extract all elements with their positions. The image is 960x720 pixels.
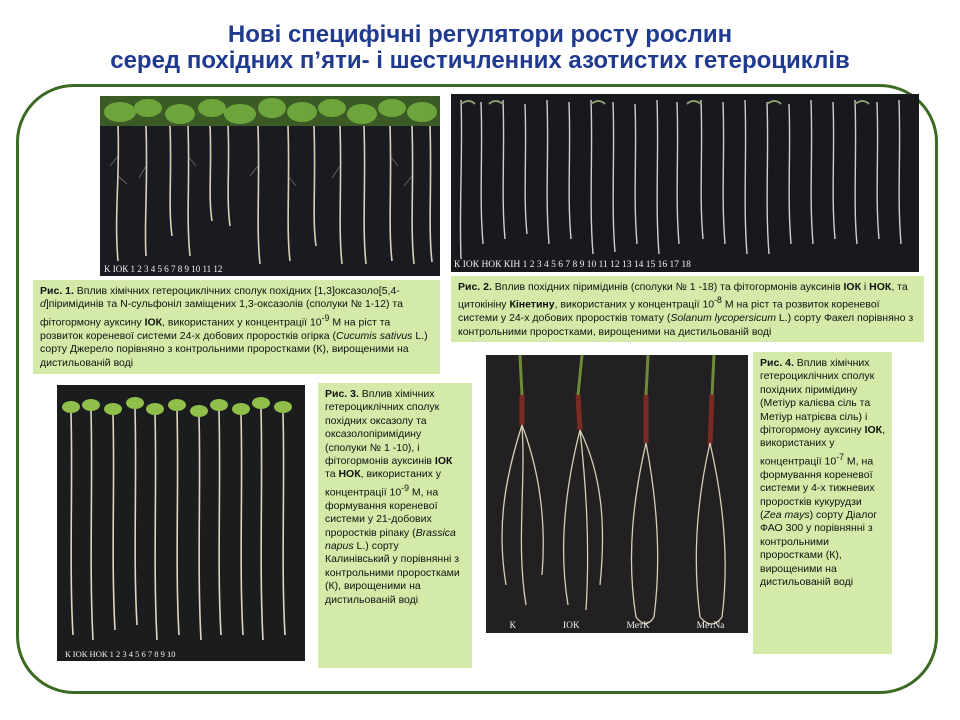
caption-2-bold: ІОК [843,281,861,293]
photo-4-label-iok: ІОК [563,621,580,631]
caption-2-bold: Кінетину [509,298,555,311]
photo-4-label-k: К [509,621,516,631]
photo-3-seedlings-drawing [57,385,305,661]
caption-2-exponent: -8 [714,295,722,306]
caption-3-text: Вплив хімічних гетероциклічних сполук похідних оксазолу та оксазолопіримідину (сполуки № 1 -10), і фітогормонів ауксинів [325,388,440,468]
photo-4-label-metna: МетNa [696,621,725,631]
slide-title [0,22,960,74]
caption-3-text: та [325,468,339,481]
title-line-2: серед похідних п’яти- і шестичленних азотистих гетероциклів [110,47,850,74]
caption-3-text: М, на формування кореневої системи у 21-добових проростків ріпаку ( [325,486,439,539]
photo-3-labels: К ІОК НОК 1 2 3 4 5 6 7 8 9 10 [65,649,176,659]
photo-maize-seedlings [486,355,748,633]
caption-1-exponent: -9 [321,312,330,323]
caption-2-text: , та цитокініну [458,281,908,311]
caption-1-text: , використаних у концентрації 10 [162,316,322,329]
photo-4-labels [486,621,748,631]
caption-4-text: ) сорту Діалог ФАО 300 у порівнянні з контрольними проростками (К), вирощеними на дистильованій воді [760,508,878,588]
caption-4-species: Zea mays [763,508,810,521]
caption-fig-2 [451,276,924,342]
caption-2-text: L.) сорту Факел порівняно з контрольними проростками, вирощеними на дистильованій воді [458,312,914,338]
caption-fig-4 [753,352,892,654]
photo-2-seedlings-drawing [451,94,919,272]
caption-2-species: Solanum lycopersicum [670,312,776,325]
caption-1-italic: d [40,298,46,311]
caption-1-text: ]піримідинів та N-сульфоніл заміщених 1,3-оксазолів (сполуки № 1-12) та фітогормону ауксину [40,298,403,329]
caption-4-text: М, на формування кореневої системи у 4-х тижневих проростків кукурудзи ( [760,455,875,521]
caption-4-fig-number: Рис. 4. [760,357,794,369]
caption-2-fig-number: Рис. 2. [458,281,492,293]
caption-2-text: , використаних у концентрації 10 [554,298,715,311]
caption-3-exponent: -9 [401,482,410,493]
caption-4-text: Вплив хімічних гетероциклічних сполук похідних піримідину (Метіур калієва сіль та Метіур натрієва сіль) і фітогормону ауксину [760,357,875,437]
caption-1-text: Вплив хімічних гетероциклічних сполук похідних [1,3]оксазоло[5,4- [73,285,400,297]
caption-3-fig-number: Рис. 3. [325,388,359,400]
photo-4-label-metk: МетК [626,621,650,631]
caption-4-exponent: -7 [836,451,845,462]
caption-1-text: М на ріст та розвиток кореневої системи 24-х добових проростків огірка ( [40,316,391,342]
photo-4-seedlings-drawing [486,355,748,633]
caption-1-text: L.) сорту Джерело порівняно з контрольними проростками (К), вирощеними на дистильованій воді [40,329,428,369]
caption-2-text: і [861,281,870,293]
photo-2-labels: К ІОК НОК КІН 1 2 3 4 5 6 7 8 9 10 11 12 13 14 15 16 17 18 [454,260,691,270]
photo-1-labels: K ІОК 1 2 3 4 5 6 7 8 9 10 11 12 [104,264,223,274]
caption-4-text: , використаних у концентрації 10 [760,424,885,468]
caption-3-species: Brassica napus [325,526,456,552]
photo-1-seedlings-drawing [100,96,440,276]
caption-3-text: L.) сорту Калинівський у порівнянні з контрольними проростками (К), вирощеними на дистильованій воді [325,539,460,606]
caption-2-text: Вплив похідних піримідинів (сполуки № 1 -18) та фітогормонів ауксинів [491,281,844,293]
caption-1-bold: ІОК [144,316,163,329]
photo-tomato-seedlings [451,94,919,272]
caption-fig-3 [318,383,472,668]
caption-3-bold: НОК [338,468,361,481]
photo-cucumber-seedlings [100,96,440,276]
caption-2-text: М на ріст та розвиток кореневої системи у 24-х добових проростків томату ( [458,298,880,325]
caption-1-fig-number: Рис. 1. [40,285,74,297]
caption-fig-1 [33,280,440,374]
caption-3-text: , використаних у концентрації 10 [325,468,442,499]
caption-1-species: Cucumis sativus [335,329,413,342]
caption-3-bold: ІОК [434,455,453,468]
title-line-1: Нові специфічні регулятори росту рослин [227,21,733,48]
photo-rapeseed-seedlings [57,385,305,661]
caption-2-bold: НОК [869,281,892,293]
caption-4-bold: ІОК [864,424,883,437]
